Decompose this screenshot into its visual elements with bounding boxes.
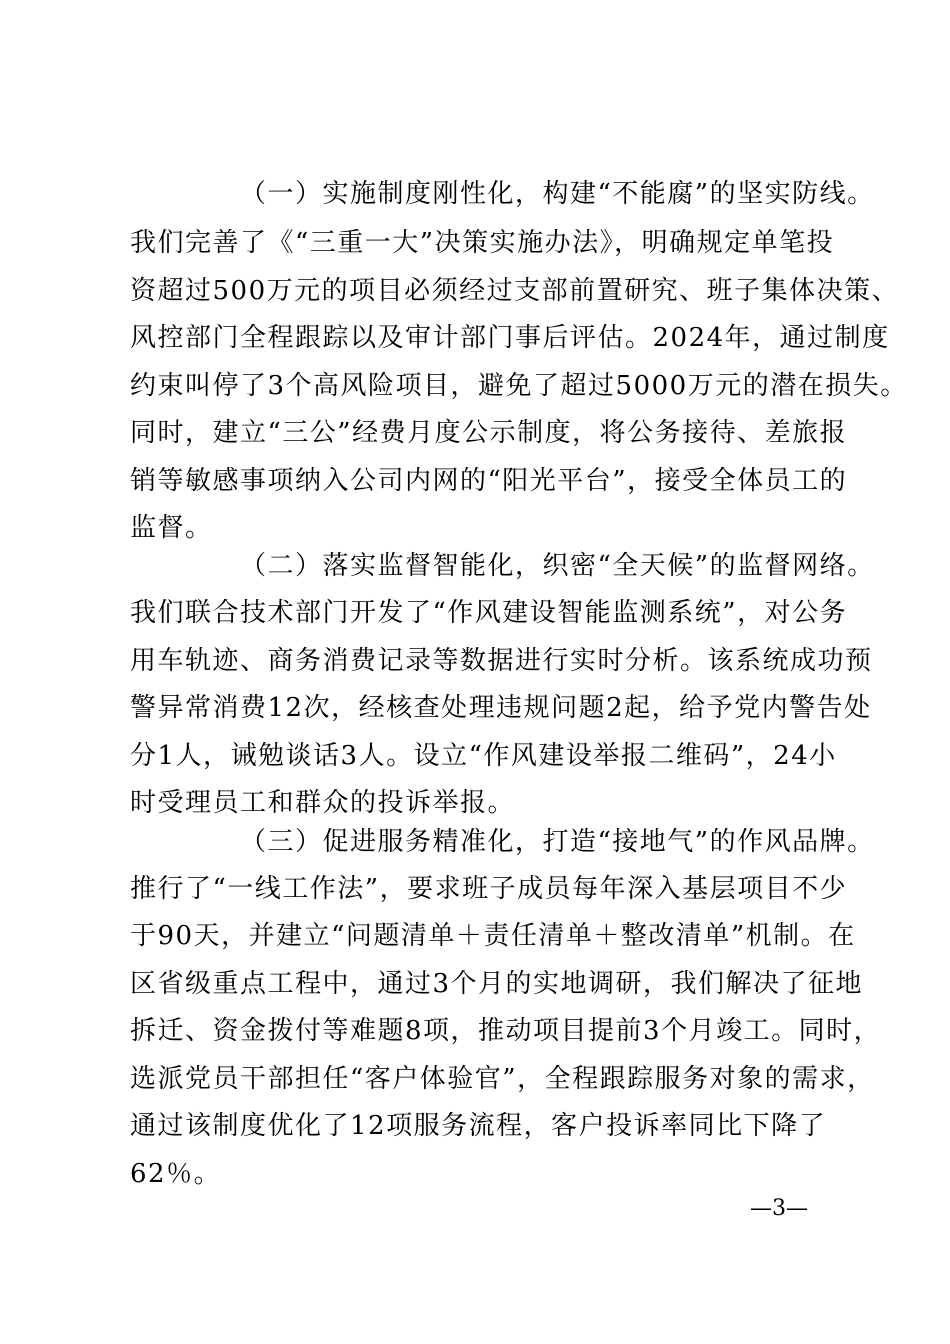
paragraph-line: 约束叫停了3个高风险项目，避免了超过5000万元的潜在损失。: [130, 371, 908, 401]
paragraph-line: 风控部门全程跟踪以及审计部门事后评估。2024年，通过制度: [130, 323, 890, 353]
paragraph-line: 资超过500万元的项目必须经过支部前置研究、班子集体决策、: [130, 276, 900, 306]
paragraph-line: 时受理员工和群众的投诉举报。: [130, 788, 516, 818]
paragraph-line: 分1人，诫勉谈话3人。设立“作风建设举报二维码”，24小: [130, 741, 837, 771]
page-number: —3—: [750, 1196, 808, 1221]
paragraph-line: 用车轨迹、商务消费记录等数据进行实时分析。该系统成功预: [130, 646, 873, 676]
section-heading-2: （二）落实监督智能化，织密“全天候”的监督网络。: [240, 551, 875, 581]
paragraph-line: 同时，建立“三公”经费月度公示制度，将公务接待、差旅报: [130, 418, 848, 448]
paragraph-line: 区省级重点工程中，通过3个月的实地调研，我们解决了征地: [130, 969, 864, 999]
paragraph-line: 62％。: [130, 1159, 222, 1189]
section-heading-1: （一）实施制度刚性化，构建“不能腐”的坚实防线。: [240, 179, 875, 209]
paragraph-line: 销等敏感事项纳入公司内网的“阳光平台”，接受全体员工的: [130, 466, 848, 496]
paragraph-line: 监督。: [130, 513, 213, 543]
section-heading-3: （三）促进服务精准化，打造“接地气”的作风品牌。: [240, 827, 875, 857]
paragraph-line: 推行了“一线工作法”，要求班子成员每年深入基层项目不少: [130, 874, 848, 904]
paragraph-line: 我们联合技术部门开发了“作风建设智能监测系统”，对公务: [130, 598, 848, 628]
paragraph-line: 通过该制度优化了12项服务流程，客户投诉率同比下降了: [130, 1111, 827, 1141]
paragraph-line: 选派党员干部担任“客户体验官”，全程跟踪服务对象的需求，: [130, 1064, 875, 1094]
paragraph-line: 于90天，并建立“问题清单＋责任清单＋整改清单”机制。在: [130, 921, 856, 951]
paragraph-line: 警异常消费12次，经核查处理违规问题2起，给予党内警告处: [130, 693, 872, 723]
paragraph-line: 拆迁、资金拨付等难题8项，推动项目提前3个月竣工。同时，: [130, 1016, 882, 1046]
paragraph-line: 我们完善了《“三重一大”决策实施办法》，明确规定单笔投: [130, 228, 835, 258]
